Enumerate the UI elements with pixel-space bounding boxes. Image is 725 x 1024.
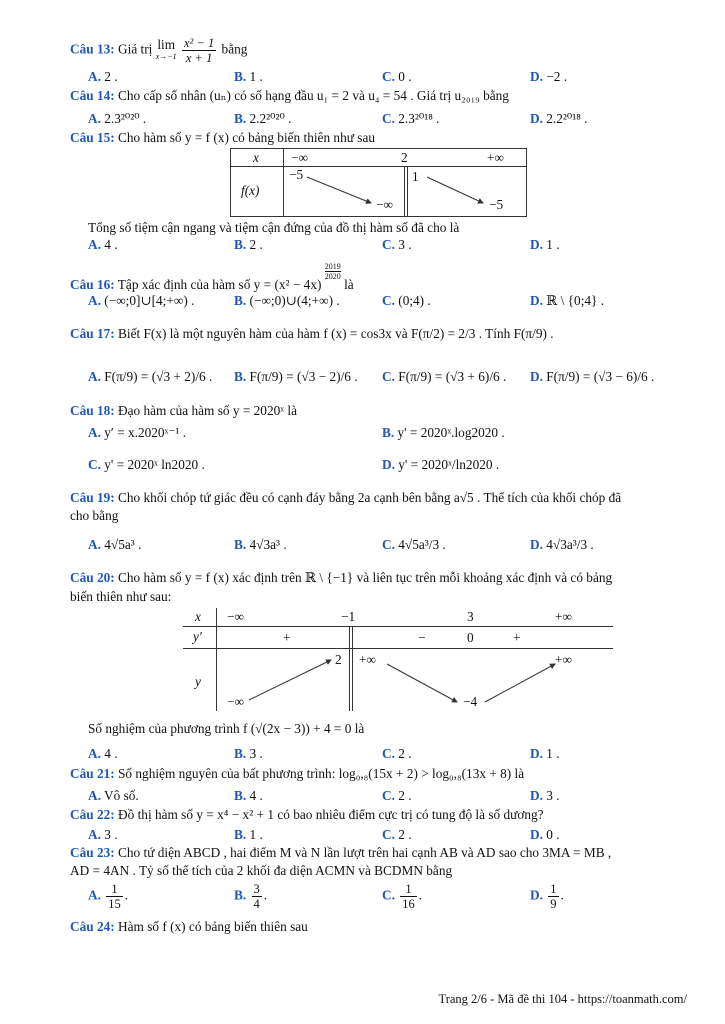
- question-20-ask: Số nghiệm của phương trình f (√(2x − 3)) + 4 = 0 là: [88, 721, 365, 736]
- option-d[interactable]: D. 3 .: [530, 788, 560, 803]
- option-c[interactable]: C. (0;4) .: [382, 293, 431, 308]
- arrows: [183, 608, 613, 711]
- option-d[interactable]: D. ℝ \ {0;4} .: [530, 293, 605, 308]
- option-d[interactable]: D. −2 .: [530, 69, 568, 84]
- question-label: Câu 13:: [70, 41, 115, 57]
- option-a[interactable]: A. F(π/9) = (√3 + 2)/6 .: [88, 369, 213, 384]
- option-c[interactable]: C. F(π/9) = (√3 + 6)/6 .: [382, 369, 507, 384]
- option-c[interactable]: C. 3 .: [382, 237, 412, 252]
- option-a[interactable]: A. 4√5a³ .: [88, 537, 142, 552]
- option-c[interactable]: C. 2 .: [382, 827, 412, 842]
- option-c[interactable]: C. y' = 2020ˣ ln2020 .: [88, 457, 205, 472]
- option-d[interactable]: D. 1 .: [530, 237, 560, 252]
- option-c[interactable]: C. 2.3²⁰¹⁸ .: [382, 111, 440, 126]
- option-a[interactable]: A. 4 .: [88, 746, 118, 761]
- option-b[interactable]: B. 3 .: [234, 746, 263, 761]
- question-14: Câu 14: Cho cấp số nhân (uₙ) có số hạng đầu u₁ = 2 và u₄ = 54 . Giá trị u₂₀₁₉ bằng: [70, 88, 509, 103]
- option-b[interactable]: B. 4√3a³ .: [234, 537, 287, 552]
- option-c[interactable]: C. 4√5a³/3 .: [382, 537, 446, 552]
- option-d[interactable]: D. 2.2²⁰¹⁸ .: [530, 111, 588, 126]
- question-23: Câu 23: Cho tứ diện ABCD , hai điểm M và N lần lượt trên hai cạnh AB và AD sao cho 3MA = MB ,: [70, 845, 612, 860]
- option-c[interactable]: C. 0 .: [382, 69, 412, 84]
- question-22: Câu 22: Đồ thị hàm số y = x⁴ − x² + 1 có bao nhiêu điểm cực trị có tung độ là số dương?: [70, 807, 544, 822]
- option-b[interactable]: B. 2.2²⁰²⁰ .: [234, 111, 292, 126]
- option-a[interactable]: A. 2.3²⁰²⁰ .: [88, 111, 147, 126]
- option-c[interactable]: C. $\frac{1}{16}$ .: [382, 882, 423, 911]
- option-b[interactable]: B. y' = 2020ˣ.log2020 .: [382, 425, 505, 440]
- arrows: [231, 149, 528, 218]
- option-b[interactable]: B. $\frac{3}{4}$ .: [234, 882, 268, 911]
- option-d[interactable]: D. 0 .: [530, 827, 560, 842]
- option-d[interactable]: D. y' = 2020ˣ/ln2020 .: [382, 457, 500, 472]
- option-d[interactable]: D. 1 .: [530, 746, 560, 761]
- question-16: Câu 16: Tập xác định của hàm số y = (x² − 4x) $\frac{2019}{2020}$ là: [70, 262, 354, 292]
- question-15-ask: Tổng số tiệm cận ngang và tiệm cận đứng của đồ thị hàm số đã cho là: [88, 220, 460, 235]
- question-18: Câu 18: Đạo hàm của hàm số y = 2020ˣ là: [70, 403, 298, 418]
- option-b[interactable]: B. 1 .: [234, 69, 263, 84]
- question-24: Câu 24: Hàm số f (x) có bảng biến thiên sau: [70, 919, 308, 934]
- option-a[interactable]: A. $\frac{1}{15}$ .: [88, 882, 129, 911]
- page-footer[interactable]: Trang 2/6 - Mã đề thi 104 - https://toanmath.com/: [438, 992, 687, 1006]
- question-19: Câu 19: Cho khối chóp tứ giác đều có cạnh đáy bằng 2a cạnh bên bằng a√5 . Thể tích của khối chóp đã: [70, 490, 622, 505]
- option-a[interactable]: A. 3 .: [88, 827, 118, 842]
- option-c[interactable]: C. 2 .: [382, 788, 412, 803]
- option-a[interactable]: A. y′ = x.2020ˣ⁻¹ .: [88, 425, 187, 440]
- option-b[interactable]: B. F(π/9) = (√3 − 2)/6 .: [234, 369, 358, 384]
- question-21: Câu 21: Số nghiệm nguyên của bất phương trình: log₀,₈(15x + 2) > log₀,₈(13x + 8) là: [70, 766, 525, 781]
- option-c[interactable]: C. 2 .: [382, 746, 412, 761]
- variation-table: x y′ y −∞ −1 3 +∞ + − 0 + −∞ 2 +∞ −4 +∞: [183, 608, 613, 711]
- option-b[interactable]: B. 4 .: [234, 788, 263, 803]
- exam-page: Câu 13: Giá trị lim x→−1 $\frac{\text{x² − 1}}{x + 1}$ bằng A. 2 . B. 1 . C. 0 . D. −2 . Câu 14: Cho cấp số nhân (uₙ) có số hạng đầu u₁ = 2 và u₄ = 54 . Giá trị u₂₀₁₉ bằng A. 2.3²⁰²⁰ . B. 2.2²⁰²⁰ . C. 2.3²⁰¹⁸ . D. 2.2²⁰¹⁸ . Câu 15: Cho hàm số y = f (x) có bảng biến thiên như sau x f(x) −∞ 2 +∞ −5 −∞ 1 −5 Tổng số tiệm cận ngang và tiệm cận đứng của đồ thị hàm số đã cho là A. 4 . B. 2 . C. 3 . D. 1 . Câu 16: Tập xác định của hàm số y = (x² − 4x) $\frac{2019}{2020}$ là A. (−∞;0]∪[4;+∞) . B. (−∞;0)∪(4;+∞) . C. (0;4) . D. ℝ \ {0;4} . Câu 17: Biết F(x) là một nguyên hàm của hàm f (x) = cos3x và F(π/2) = 2/3 . Tính F(π/9) . A. F(π/9) = (√3 + 2)/6 . B. F(π/9) = (√3 − 2)/6 . C. F(π/9) = (√3 + 6)/6 . D. F(π/9) = (√3 − 6)/6 . Câu 18: Đạo hàm của hàm số y = 2020ˣ là A. y′ = x.2020ˣ⁻¹ . B. y' = 2020ˣ.log2020 . C. y' = 2020ˣ ln2020 . D. y' = 2020ˣ/ln2020 . Câu 19: Cho khối chóp tứ giác đều có cạnh đáy bằng 2a cạnh bên bằng a√5 . Thể tích của khối chóp đã cho bằng A. 4√5a³ . B. 4√3a³ . C. 4√5a³/3 . D. 4√3a³/3 . Câu 20: Cho hàm số y = f (x) xác định trên ℝ \ {−1} và liên tục trên mỗi khoảng xác định và có bảng biến thiên như sau: x y′ y −∞ −1 3 +∞ + − 0 + −∞ 2 +∞ −4 +∞ Số nghiệm của phương trình f (√(2x − 3)) + 4 = 0 là A. 4 . B. 3 . C. 2 . D. 1 . Câu 21: Số nghiệm nguyên của bất phương trình: log₀,₈(15x + 2) > log₀,₈(13x + 8) là A. Vô số. B. 4 . C. 2 . D. 3 . Câu 22: Đồ thị hàm số y = x⁴ − x² + 1 có bao nhiêu điểm cực trị có tung độ là số dương? A. 3 . B. 1 . C. 2 . D. 0 . Câu 23: Cho tứ diện ABCD , hai điểm M và N lần lượt trên hai cạnh AB và AD sao cho 3MA = MB , AD = 4AN . Tỷ số thể tích của 2 khối đa diện ACMN và BCDMN bằng A. $\frac{1}{15}$ . B. $\frac{3}{4}$ . C. $\frac{1}{16}$ . D. $\frac{1}{9}$ . Câu 24: Hàm số f (x) có bảng biến thiên sau Trang 2/6 - Mã đề thi 104 - https://toanmath.com/: [70, 36, 687, 1006]
- option-a[interactable]: A. (−∞;0]∪[4;+∞) .: [88, 293, 195, 308]
- option-a[interactable]: A. 2 .: [88, 69, 118, 84]
- question-17: Câu 17: Biết F(x) là một nguyên hàm của hàm f (x) = cos3x và F(π/2) = 2/3 . Tính F(π/9) .: [70, 326, 554, 341]
- variation-table: x f(x) −∞ 2 +∞ −5 −∞ 1 −5: [230, 148, 527, 217]
- option-d[interactable]: D. $\frac{1}{9}$ .: [530, 882, 564, 911]
- option-d[interactable]: D. F(π/9) = (√3 − 6)/6 .: [530, 369, 655, 384]
- option-b[interactable]: B. 1 .: [234, 827, 263, 842]
- option-a[interactable]: A. Vô số.: [88, 788, 139, 803]
- option-b[interactable]: B. 2 .: [234, 237, 263, 252]
- option-d[interactable]: D. 4√3a³/3 .: [530, 537, 594, 552]
- question-15: Câu 15: Cho hàm số y = f (x) có bảng biến thiên như sau: [70, 130, 375, 145]
- option-b[interactable]: B. (−∞;0)∪(4;+∞) .: [234, 293, 340, 308]
- question-20: Câu 20: Cho hàm số y = f (x) xác định trên ℝ \ {−1} và liên tục trên mỗi khoảng xác định và có bảng: [70, 570, 613, 585]
- fraction: $\frac{\text{x² − 1}}{x + 1}$: [183, 36, 215, 65]
- question-13: Câu 13: Giá trị lim x→−1 $\frac{\text{x² − 1}}{x + 1}$ bằng: [70, 36, 248, 65]
- option-a[interactable]: A. 4 .: [88, 237, 118, 252]
